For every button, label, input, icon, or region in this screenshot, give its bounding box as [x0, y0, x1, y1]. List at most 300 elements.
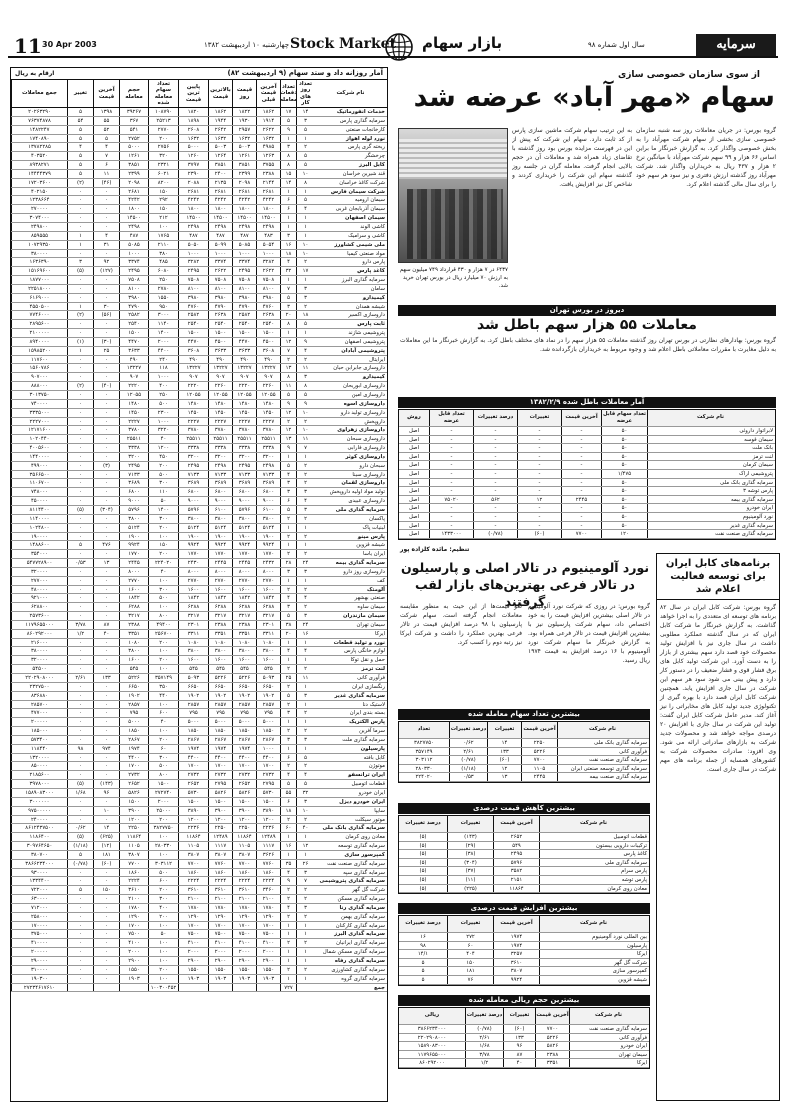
- daily-table-cell: ۲۵: [280, 674, 296, 682]
- daily-table-cell: ۲۷۸۰: [148, 285, 178, 293]
- daily-table-cell: ۱۰۲۴۸۰۰: [11, 524, 67, 532]
- daily-table-cell: ۲۱۰۰: [119, 895, 148, 903]
- daily-table-cell: ۳۳۳۸: [208, 444, 232, 452]
- company-name-cell: ثابت پارس: [357, 321, 385, 328]
- daily-table-row: [11, 533, 387, 542]
- company-name-cell: کاغذ پارس: [357, 268, 385, 275]
- daily-table-row: [11, 603, 387, 612]
- daily-table-cell: ۳۰۰: [148, 479, 178, 487]
- company-name-cell: سرمایه گذاری سپه: [343, 869, 385, 876]
- table-cell: ۳۶۱۰: [493, 959, 539, 967]
- daily-table-cell: ۲۱۰۰: [208, 895, 232, 903]
- daily-table-cell: ۳: [296, 506, 314, 514]
- daily-table-cell: ۰: [67, 444, 93, 452]
- table-cell: آخرین قیمت: [493, 816, 539, 832]
- company-name-cell: داروسازی سبحان: [346, 436, 385, 443]
- daily-table-row: [11, 338, 387, 347]
- daily-table-cell: ۲۸۶۷: [178, 736, 208, 744]
- daily-table-cell: ۴۰۰۵۶۰۰: [11, 444, 67, 452]
- company-name-cell: داروسازی اسوه: [343, 400, 385, 407]
- daily-table-cell: ۳۰: [93, 303, 119, 311]
- daily-table-row: [11, 736, 387, 745]
- daily-table-cell: ۲۷۷۰: [178, 577, 208, 585]
- daily-table-cell: ۱۱۷۹۶۵۵۰۰۰: [11, 621, 67, 629]
- daily-table-cell: ۳: [280, 143, 296, 151]
- daily-table-cell: ۱۸۰۰: [178, 205, 208, 213]
- daily-table-row: [11, 161, 387, 170]
- daily-table-cell: ۹۲۱۰۰۰: [11, 594, 67, 602]
- table-cell: ۵۲۲۶: [521, 748, 557, 756]
- daily-table-cell: ۷: [280, 347, 296, 355]
- daily-table-cell: ۲۸۵۷: [256, 701, 280, 709]
- company-name-cell: معادن روی کرمان: [345, 834, 385, 841]
- daily-table-cell: ۰: [67, 462, 93, 470]
- daily-table-col-header: نام شرکت: [336, 90, 365, 97]
- daily-table-cell: ۰: [67, 276, 93, 284]
- main-story-body-right: گروه بورس: در جریان معاملات روز سه شنبه سازمان خصوصی سازی بخشی از سهام شرکت مهرآباد را به بخش خصوصی واگذار کرد. به گزارش خبرنگار ما براین اساس ۶۶ هزار و ۹۹ سهم شرکت مهرآباد با میانگین نرخ ۲ هزار و ۴۳۷ ریال به خریداران واگذار شد. شرکت مهرآباد روز گذشته ارزش دفتری و نیز سود هر سهم خود را برای سال مالی گذشته اعلام کرد.: [636, 127, 776, 188]
- table-cell: ۳/۷۸: [465, 1051, 503, 1059]
- daily-table-cell: ۱۱: [296, 674, 314, 682]
- daily-table-cell: ۵۴۵: [232, 665, 256, 673]
- daily-table-cell: ۳: [296, 373, 314, 381]
- daily-table-cell: ۱۱۴۰: [148, 320, 178, 328]
- section-title-fa: بازار سهام: [422, 34, 503, 52]
- table-cell: اصل: [409, 531, 419, 538]
- daily-table-cell: ۲۸۵۷: [232, 701, 256, 709]
- daily-table-cell: ۵۲: [93, 126, 119, 134]
- daily-table-cell: ۵: [67, 541, 93, 549]
- company-name-cell: سرمایه گذاری توسعه صنعتی ایران: [557, 765, 649, 773]
- daily-table-cell: ۲۲۲۴: [178, 877, 208, 885]
- daily-table-cell: ۲۰۰: [148, 462, 178, 470]
- table-cell: تعداد: [417, 726, 431, 733]
- table-row: [399, 470, 775, 479]
- daily-table-cell: ۸۱۰۰: [178, 285, 208, 293]
- daily-table-cell: ۴۷۷۰۰۰: [11, 709, 67, 717]
- daily-table-cell: ۱: [280, 214, 296, 222]
- daily-table-cell: ۲۰۰۰: [119, 948, 148, 956]
- daily-table-cell: ۴۸۳: [256, 232, 280, 240]
- daily-table-cell: ۱۸۵۰: [256, 727, 280, 735]
- daily-table-cell: ۷۱۳۳: [178, 471, 208, 479]
- daily-table-cell: ۱: [280, 851, 296, 859]
- daily-table-cell: ۲: [296, 550, 314, 558]
- daily-table-cell: ۲۴۹۵: [232, 462, 256, 470]
- company-name-cell: داروسازی جابرابن حیان: [333, 365, 385, 372]
- company-name-cell: سرمایه گذاری پتروشیمی: [319, 878, 385, 885]
- daily-table-cell: ۱۹۰۳: [208, 975, 232, 983]
- daily-table-cell: ۷۵۰۰: [178, 930, 208, 938]
- daily-table-cell: ۱۹۰۳: [232, 975, 256, 983]
- daily-table-cell: ۲۸۵۷۰۰: [11, 701, 67, 709]
- table-cell: ۹۶: [503, 1042, 535, 1050]
- daily-table-cell: ۳: [296, 488, 314, 496]
- daily-table-cell: ۲: [280, 727, 296, 735]
- table-row: [399, 504, 775, 513]
- daily-table-cell: ۱: [280, 948, 296, 956]
- table-cell: ۱۴/۱: [417, 951, 429, 958]
- daily-table-cell: ۳۶۳۳: [232, 347, 256, 355]
- daily-table-cell: ۰: [67, 754, 93, 762]
- daily-table-cell: ۴۲۴۲: [178, 196, 208, 204]
- daily-table-cell: ۳۳۵۱: [232, 630, 256, 638]
- table-cell: ریالی: [424, 1012, 440, 1019]
- main-story-headline: سهام «مهر آباد» عرضه شد: [413, 82, 775, 113]
- daily-table-cell: ۲۴۹۸۰۰: [11, 223, 67, 231]
- daily-table-cell: ۲۶۰۸: [178, 126, 208, 134]
- daily-table-cell: ۴۱۰۰۰۰: [11, 939, 67, 947]
- daily-table-cell: ۱۷۷۰: [119, 550, 148, 558]
- table-cell: اصل: [409, 496, 419, 503]
- daily-table-cell: ۱۹۷۴: [232, 745, 256, 753]
- table-cell: -: [517, 479, 561, 487]
- table-cell: ۷۷۰۰: [561, 530, 601, 538]
- daily-table-cell: (۵۶): [93, 311, 119, 319]
- daily-table-cell: ۲۵۵۱۱: [208, 435, 232, 443]
- table-cell: ۴۰۴: [447, 950, 493, 958]
- daily-table-cell: ۲۴۰۰۰۰: [11, 816, 67, 824]
- daily-table-cell: ۱۶۳۲: [178, 135, 208, 143]
- daily-table-cell: ۱: [280, 541, 296, 549]
- table-cell: -: [429, 479, 473, 487]
- daily-table-cell: ۳۵: [280, 860, 296, 868]
- daily-table-cell: ۳۲۰۰: [208, 453, 232, 461]
- table-cell: (۵): [419, 851, 427, 858]
- daily-table-cell: ۵۷۹۶: [232, 506, 256, 514]
- daily-table-cell: ۹۰۷: [119, 373, 148, 381]
- daily-table-cell: ۴۵۵۰۵۰۰: [11, 303, 67, 311]
- company-name-cell: ایران خودرو: [647, 504, 775, 512]
- table-cell: ۱۲: [487, 765, 521, 773]
- company-name-cell: سرمایه گذاری بهمن: [341, 913, 385, 920]
- daily-table-cell: ۱۵۰۰: [119, 329, 148, 337]
- daily-table-cell: ۳: [296, 285, 314, 293]
- price-decrease-header-row: [399, 816, 649, 833]
- daily-table-cell: ۰: [93, 250, 119, 258]
- daily-table-cell: ۱۴: [93, 824, 119, 832]
- daily-table-cell: ۲۴۴۵: [232, 559, 256, 567]
- daily-table-cell: ۱: [296, 833, 314, 841]
- daily-table-cell: ۲۴۹۵: [119, 267, 148, 275]
- daily-table-cell: ۲: [280, 533, 296, 541]
- daily-table-cell: ۵۲۲۶: [232, 674, 256, 682]
- daily-table-cell: ۳۶۱۰: [178, 886, 208, 894]
- daily-table-cell: ۲۶۵۲: [178, 780, 208, 788]
- daily-table-cell: ۲۲۲۴: [256, 877, 280, 885]
- daily-table-cell: ۲۸۰۳۳۰: [148, 842, 178, 850]
- daily-table-cell: ۳۶۸۹: [232, 479, 256, 487]
- daily-table-cell: ۳۱۰۰۰۰: [11, 966, 67, 974]
- company-name-cell: نورد آلومینیوم: [647, 513, 775, 521]
- daily-table-cell: ۱۲۰۰: [232, 816, 256, 824]
- daily-table-cell: ۴۴۷۰: [232, 338, 256, 346]
- daily-table-cell: ۱۷۶۵: [148, 232, 178, 240]
- daily-table-cell: ۲۳۸۸: [232, 621, 256, 629]
- daily-table-cell: ۱۱۰۵: [178, 842, 208, 850]
- daily-table-cell: ۸۱۰۰: [232, 285, 256, 293]
- daily-table-cell: ۰: [67, 913, 93, 921]
- daily-table-cell: ۳۲۰: [148, 152, 178, 160]
- daily-table-cell: ۷۵۰۸: [232, 276, 256, 284]
- daily-table-cell: ۰: [67, 816, 93, 824]
- daily-table-cell: ۳: [280, 479, 296, 487]
- daily-table-row: [11, 984, 387, 993]
- table-cell: ۲۲۴۰۲۰: [415, 774, 433, 781]
- daily-table-cell: ۳۲۰۰: [232, 453, 256, 461]
- table-cell: (۳۰۴): [447, 859, 493, 867]
- daily-table-cell: ۴: [296, 771, 314, 779]
- daily-table-cell: ۰: [67, 214, 93, 222]
- company-name-cell: پارس توشه: [539, 876, 649, 884]
- table-cell: اصل: [409, 428, 419, 434]
- daily-table-cell: ۱۷۰۰: [232, 762, 256, 770]
- daily-table-cell: ۱۱۸۶۴: [178, 833, 208, 841]
- table-cell: ۹۸: [420, 942, 426, 949]
- company-name-cell: سیمان ساوه: [357, 604, 385, 611]
- company-name-cell: سیمان مازندران: [342, 613, 385, 620]
- daily-table-cell: ۱۰۰: [148, 223, 178, 231]
- daily-table-cell: ۱۸۱: [93, 851, 119, 859]
- table-cell: -: [429, 487, 473, 495]
- daily-table-cell: ۰: [67, 957, 93, 965]
- daily-table-cell: ۱: [296, 188, 314, 196]
- company-name-cell: کیمیدارو: [362, 374, 385, 381]
- company-name-cell: سرمایه گذاری صنعت نفت: [647, 530, 775, 538]
- daily-table-cell: ۲۲۶۰: [208, 382, 232, 390]
- table-cell: ۳۳۵۱: [535, 1059, 569, 1067]
- daily-table-cell: ۲۴۹۸: [256, 462, 280, 470]
- daily-table-cell: ۰: [67, 356, 93, 364]
- daily-table-cell: ۸۰۰۰: [119, 568, 148, 576]
- daily-table-cell: ۲۳۹۹: [232, 170, 256, 178]
- daily-table-cell: ۰: [93, 426, 119, 434]
- daily-table-cell: ۷۴۸۰۰۰: [11, 488, 67, 496]
- table-cell: (۳۷): [447, 867, 493, 875]
- daily-table-cell: ۰: [93, 754, 119, 762]
- table-cell: ۱۹۷۴: [493, 942, 539, 950]
- daily-table-cell: ۶۲۸۸: [208, 603, 232, 611]
- daily-table-row: [11, 276, 387, 285]
- daily-table-cell: ۱: [296, 329, 314, 337]
- daily-table-cell: ۰: [93, 364, 119, 372]
- daily-table-cell: ۱۴۵۰۰: [178, 214, 208, 222]
- daily-table-cell: ۲۲۲۴: [208, 877, 232, 885]
- daily-table-cell: ۲۰۰۰: [148, 798, 178, 806]
- price-increase-table: [398, 915, 650, 986]
- daily-table-cell: ۱۰۰: [148, 603, 178, 611]
- daily-table-cell: ۸: [280, 373, 296, 381]
- daily-table-cell: ۱۷۰۰: [119, 922, 148, 930]
- daily-table-cell: ۳۹۸۰: [256, 294, 280, 302]
- daily-table-cell: ۱۱۸: [148, 364, 178, 372]
- company-name-cell: رنگسازی ایران: [352, 683, 385, 690]
- daily-table-cell: ۲۲۲۰: [119, 382, 148, 390]
- table-cell: ۲۴۹۵: [493, 850, 539, 858]
- daily-table-row: [11, 444, 387, 453]
- daily-table-cell: ۱۴۸۸۶۰۰: [11, 541, 67, 549]
- daily-table-cell: ۱۹۱۴: [256, 117, 280, 125]
- company-name-cell: ایرکا: [374, 630, 385, 637]
- daily-table-cell: ۰: [67, 435, 93, 443]
- daily-table-cell: ۴۰۰: [148, 382, 178, 390]
- daily-table-cell: ۱۳۲۲۷: [178, 364, 208, 372]
- daily-table-row: [11, 285, 387, 294]
- daily-table-cell: ۳۳۳۸: [178, 444, 208, 452]
- daily-table-cell: ۰: [93, 479, 119, 487]
- daily-table-cell: ۱۷۷۰: [232, 550, 256, 558]
- daily-table-cell: ۴۴۰۰: [178, 754, 208, 762]
- daily-table-cell: ۱۹۰۰: [208, 533, 232, 541]
- daily-table-cell: ۱۵۱۶۹۶۰۰: [11, 267, 67, 275]
- daily-table-row: [11, 913, 387, 922]
- table-cell: -: [517, 444, 561, 452]
- daily-table-cell: ۰: [67, 701, 93, 709]
- daily-table-cell: ۳۸۵۱: [232, 161, 256, 169]
- daily-table-cell: ۱۷۲۰۳۶۰۰: [11, 179, 67, 187]
- daily-table-cell: ۱۸۵۰: [178, 727, 208, 735]
- company-name-cell: کابل البرز: [359, 162, 385, 169]
- daily-table-cell: ۲۰۰: [148, 550, 178, 558]
- daily-table-row: [11, 550, 387, 559]
- company-name-cell: بسته بندی ایران: [349, 710, 385, 717]
- table-cell: ۵۷۹۶: [493, 859, 539, 867]
- daily-table-cell: (۳۰): [93, 338, 119, 346]
- table-cell: ۱۲: [517, 496, 561, 504]
- daily-table-cell: ۰: [67, 922, 93, 930]
- daily-table-cell: ۵۰۰: [148, 400, 178, 408]
- daily-table-cell: ۳۸۰۷: [208, 851, 232, 859]
- daily-table-cell: (۴۶): [93, 179, 119, 187]
- daily-table-cell: ۲۳۰۱: [178, 621, 208, 629]
- daily-table-cell: ۷۵۰۸: [178, 276, 208, 284]
- table-cell: -: [561, 479, 601, 487]
- daily-table-cell: ۲۱۰۰: [232, 895, 256, 903]
- daily-table-cell: [296, 984, 314, 992]
- daily-table-cell: ۱۲۰۰: [148, 444, 178, 452]
- daily-table-cell: ۸۱۰۰: [119, 285, 148, 293]
- daily-table-cell: ۲۹۵۷: [232, 126, 256, 134]
- table-row: [399, 967, 649, 976]
- daily-table-cell: ۱: [67, 241, 93, 249]
- daily-table-cell: ۳۷۸۰: [119, 426, 148, 434]
- table-cell: (۵): [419, 859, 427, 866]
- daily-table-cell: ۲: [280, 895, 296, 903]
- daily-table-cell: ۱: [67, 232, 93, 240]
- daily-table-row: [11, 762, 387, 771]
- daily-table-cell: ۱۹۰۳۰۰: [11, 975, 67, 983]
- daily-table-cell: ۹: [280, 400, 296, 408]
- table-cell: تغییرات: [447, 816, 493, 832]
- daily-table-cell: ۰/۵۳: [67, 559, 93, 567]
- daily-table-cell: ۵: [67, 851, 93, 859]
- daily-table-cell: ۲۷۹۵: [208, 780, 232, 788]
- daily-table-cell: ۲۷۳۲: [119, 771, 148, 779]
- daily-table-cell: ۲۰۸۸: [178, 179, 208, 187]
- daily-table-cell: ۸۲۰۰: [148, 179, 178, 187]
- daily-table-cell: ۱۰۰: [148, 851, 178, 859]
- company-name-cell: سبحان دارو: [359, 462, 385, 469]
- daily-table-cell: ۴۸۷: [208, 232, 232, 240]
- daily-table-cell: ۱۱۱۷: [208, 842, 232, 850]
- daily-table-cell: ۸۰۰۰: [178, 568, 208, 576]
- daily-table-cell: ۵۰۵۰: [178, 241, 208, 249]
- table-cell: -: [561, 487, 601, 495]
- daily-table-cell: ۲۲۲۰: [178, 382, 208, 390]
- table-cell: ۳۸۲۷۷۵۰: [414, 740, 434, 746]
- daily-table-cell: ۱۴: [280, 179, 296, 187]
- daily-table-cell: ۳۸۵۱: [208, 161, 232, 169]
- daily-table-cell: ۳: [280, 736, 296, 744]
- daily-table-cell: ۲۱۶۰۰۰: [11, 639, 67, 647]
- daily-table-row: [11, 842, 387, 851]
- daily-table-cell: ۴: [296, 347, 314, 355]
- daily-table-cell: ۳۲۰۰: [256, 453, 280, 461]
- daily-table-cell: ۲۵۷۳۶۰۰: [11, 612, 67, 620]
- daily-table-cell: ۲۲۲۷: [232, 418, 256, 426]
- company-name-cell: جمع: [374, 984, 385, 991]
- daily-table-cell: ۱: [280, 276, 296, 284]
- table-cell: درصد تغییرات: [473, 410, 517, 426]
- table-cell: ۶۰: [447, 942, 493, 950]
- daily-table-row: [11, 356, 387, 365]
- daily-table-cell: ۳۰۳۱۱۲: [148, 860, 178, 868]
- table-cell: ۱/۶۸: [465, 1042, 503, 1050]
- daily-table-cell: ۵۱۲۴: [256, 524, 280, 532]
- daily-table-cell: ۴۰۲۱۵۰: [11, 188, 67, 196]
- company-name-cell: پتروشیمی آبادان: [341, 347, 385, 354]
- daily-table-col-header: تعداد سهام معامله شده: [148, 80, 178, 107]
- daily-table-row: [11, 612, 387, 621]
- daily-table-cell: ۳۲۱۷: [119, 612, 148, 620]
- company-name-cell: پتروشیمی اصفهان: [344, 338, 385, 345]
- company-name-cell: سیمان اصفهان: [344, 215, 385, 222]
- table-cell: ۵۲۲۶: [535, 1034, 569, 1042]
- daily-table-cell: ۱۴۴۴۴۳۷۹: [11, 170, 67, 178]
- daily-table-cell: ۱۴۵۰: [256, 409, 280, 417]
- daily-table-cell: ۰: [93, 612, 119, 620]
- daily-table-cell: ۵۰۰۰: [178, 718, 208, 726]
- daily-table-row: [11, 409, 387, 418]
- daily-table-cell: ۱۹۰۰۰۰: [11, 533, 67, 541]
- daily-table-cell: ۲: [296, 258, 314, 266]
- daily-table-cell: ۳۳۱۱: [256, 630, 280, 638]
- daily-table-cell: ۱۴۵۰۰: [119, 214, 148, 222]
- daily-table-cell: ۳۵۴۰۰۰: [11, 550, 67, 558]
- daily-table-cell: ۲۲۳۶: [178, 824, 208, 832]
- daily-table-cell: ۲: [296, 966, 314, 974]
- cable-iran-body: گروه بورس: شرکت کابل ایران در سال ۸۲ برنامه های توسعه ای متعددی را به اجرا خواهد گذاشت. به گزارش خبرنگار ما شرکت کابل ایران که در سال گذشته عملکرد مطلوبی داشت در سال جاری نیز با افزایش تولید محصولات خود قصد دارد سهم بیشتری از بازار را به دست آورد. این شرکت تولید کابل های برق فشار قوی و فشار ضعیف را در دستور کار دارد و پیش بینی می شود سود هر سهم این شرکت در سال جاری افزایش یابد. همچنین شرکت کابل ایران قصد دارد با بهره گیری از تکنولوژی جدید تولید کابل های مخابراتی را نیز آغاز کند. مدیر عامل شرکت کابل ایران گفت: تولید این شرکت در سال جاری با افزایش ۲۰ درصدی مواجه خواهد شد و محصولات جدید شرکت به بازارهای صادراتی ارائه می شود. وی افزود: صادرات محصولات شرکت به کشورهای همسایه از جمله برنامه های مهم شرکت در سال جاری است.: [660, 604, 776, 773]
- daily-table-cell: ۱۴۵۰: [178, 409, 208, 417]
- daily-table-cell: ۱۲۹۰: [178, 913, 208, 921]
- daily-table-cell: ۴۰۰: [148, 904, 178, 912]
- daily-table-cell: ۴۸۷: [232, 232, 256, 240]
- company-name-cell: آلومتک: [367, 586, 385, 593]
- table-cell: ۲۴۴۵: [521, 773, 557, 781]
- daily-table-row: [11, 948, 387, 957]
- daily-table-cell: ۱۳۹۸: [93, 108, 119, 116]
- daily-table-cell: ۵۸۲۶: [232, 789, 256, 797]
- daily-table-row: [11, 453, 387, 462]
- table-cell: ۵: [421, 976, 425, 983]
- daily-table-cell: ۱۲: [280, 409, 296, 417]
- daily-table-cell: ۲۵۴۰: [178, 320, 208, 328]
- daily-table-cell: ۱۲۰۰: [119, 816, 148, 824]
- daily-table-cell: ۴: [296, 647, 314, 655]
- table-cell: ۸۶۰۲۹۲۰۰۰: [419, 1060, 445, 1067]
- daily-table-cell: ۲۰۰: [148, 524, 178, 532]
- daily-table-cell: ۴۴۷۰: [119, 338, 148, 346]
- daily-table-cell: ۳۹۸۰: [232, 294, 256, 302]
